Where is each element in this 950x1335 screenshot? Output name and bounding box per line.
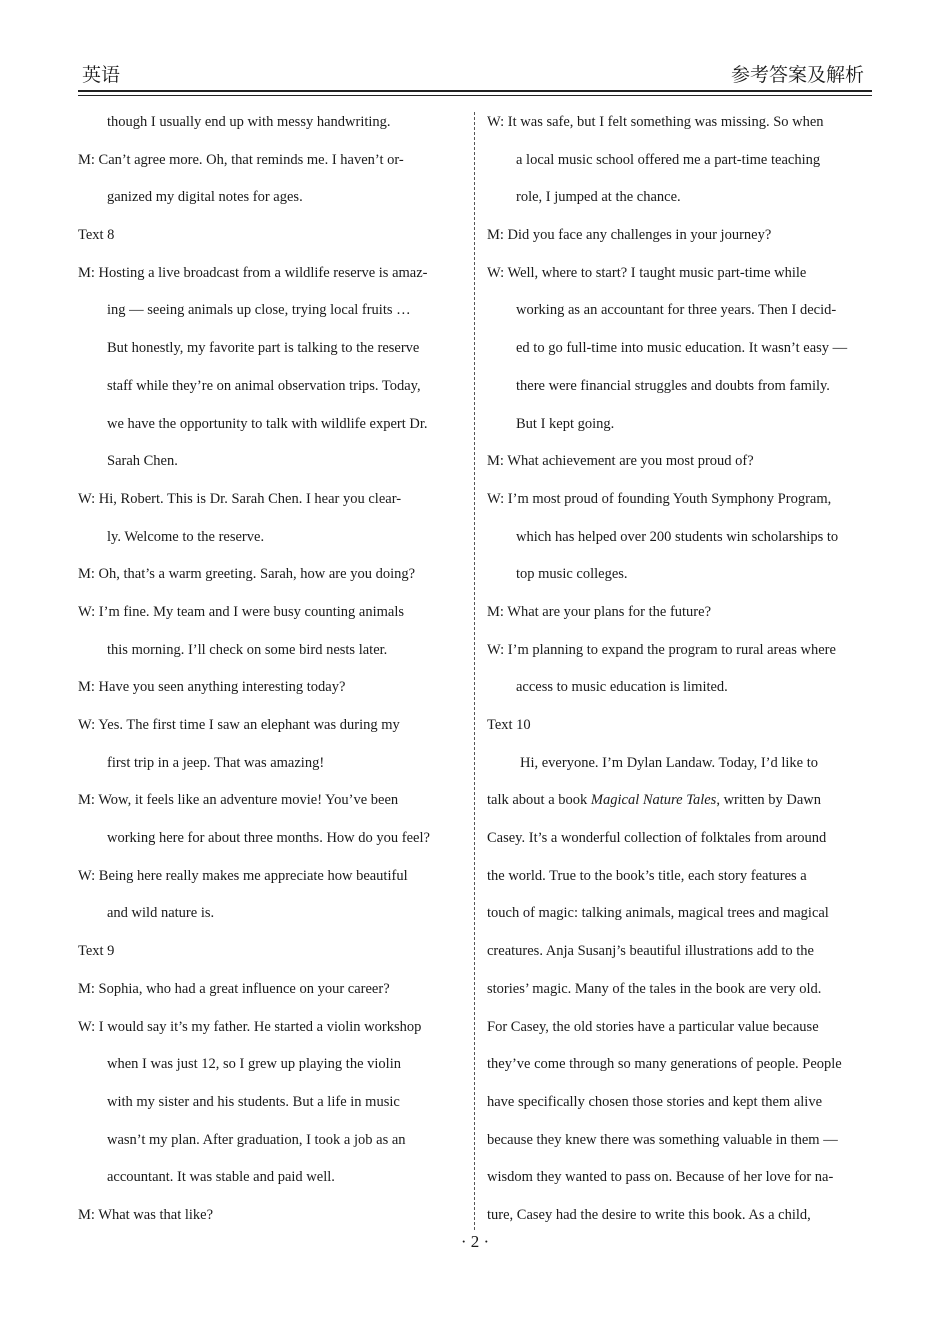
text-line: top music colleges. [516,566,628,583]
text-line: M: Oh, that’s a warm greeting. Sarah, how are you doing? [78,566,416,583]
text-line: M: Did you face any challenges in your journey? [487,227,772,244]
header-rule-thin [78,95,872,96]
subject-label: 英语 [82,64,121,86]
text-line: M: Have you seen anything interesting today? [78,679,346,696]
text-line: because they knew there was something valuable in them — [487,1131,838,1148]
text-line: For Casey, the old stories have a particular value because [487,1018,819,1035]
page-number: · 2 · [460,1232,490,1251]
text-line: creatures. Anja Susanj’s beautiful illustrations add to the [487,943,814,960]
text-line: access to music education is limited. [516,679,728,696]
text-line: though I usually end up with messy handwriting. [107,114,391,130]
book-title: Magical Nature Tales [590,792,717,809]
text-line: they’ve come through so many generations of people. People [487,1056,842,1073]
text-line: staff while they’re on animal observation trips. Today, [107,377,421,394]
text-line: Casey. It’s a wonderful collection of folktales from around [487,830,827,847]
column-divider [474,112,475,1230]
text-line: stories’ magic. Many of the tales in the book are very old. [487,980,822,997]
section-heading: Text 10 [487,717,531,733]
text-line [487,782,873,820]
text-line: W: It was safe, but I felt something was missing. So when [487,114,824,130]
text-line: M: What was that like? [78,1206,214,1223]
text-line: Hi, everyone. I’m Dylan Landaw. Today, I’d like to [520,754,819,771]
text-line: W: Yes. The first time I saw an elephant was during my [78,717,400,733]
text-line: wasn’t my plan. After graduation, I took a job as an [107,1131,406,1148]
text-span: talk about a book [487,792,591,809]
text-line: touch of magic: talking animals, magical trees and magical [487,905,829,922]
text-line: M: What are your plans for the future? [487,603,711,620]
text-line: M: Can’t agree more. Oh, that reminds me. I haven’t or- [78,151,404,168]
text-line: W: I would say it’s my father. He started a violin workshop [78,1018,422,1035]
text-line: ly. Welcome to the reserve. [107,528,265,545]
text-line: ture, Casey had the desire to write this book. As a child, [487,1206,811,1223]
text-line: W: Being here really makes me appreciate how beautiful [78,867,408,884]
text-line: which has helped over 200 students win scholarships to [516,528,839,545]
text-line: But honestly, my favorite part is talking to the reserve [107,340,420,357]
text-line: W: I’m fine. My team and I were busy counting animals [78,603,405,620]
text-line: there were financial struggles and doubts from family. [516,377,830,394]
text-line: ing — seeing animals up close, trying local fruits … [107,302,411,319]
text-line: M: Wow, it feels like an adventure movie! You’ve been [78,792,399,809]
text-line: accountant. It was stable and paid well. [107,1169,335,1186]
text-line: with my sister and his students. But a life in music [107,1093,400,1110]
text-line: W: I’m planning to expand the program to rural areas where [487,641,836,658]
text-line: and wild nature is. [107,905,215,922]
text-line: M: Sophia, who had a great influence on your career? [78,980,390,997]
text-line: a local music school offered me a part-time teaching [516,151,821,168]
text-line: the world. True to the book’s title, each story features a [487,867,807,884]
text-span: , written by Dawn [716,792,822,809]
section-heading: Text 8 [78,227,115,244]
section-title: 参考答案及解析 [730,64,864,86]
header-rule-thick [78,90,872,92]
text-line: working as an accountant for three years. Then I decid- [516,302,837,319]
text-line: working here for about three months. How do you feel? [107,830,430,847]
text-line: wisdom they wanted to pass on. Because of her love for na- [487,1169,834,1186]
section-heading: Text 9 [78,943,115,960]
text-line: Sarah Chen. [107,453,178,470]
right-column [487,104,873,1235]
text-line: ganized my digital notes for ages. [107,189,303,206]
text-line: M: Hosting a live broadcast from a wildlife reserve is amaz- [78,264,428,281]
text-line: this morning. I’ll check on some bird nests later. [107,641,388,658]
text-line: M: What achievement are you most proud of? [487,453,754,470]
text-line: W: Hi, Robert. This is Dr. Sarah Chen. I hear you clear- [78,490,402,507]
text-line: have specifically chosen those stories and kept them alive [487,1093,823,1110]
text-line: ed to go full-time into music education. It wasn’t easy — [516,340,848,357]
text-line: W: I’m most proud of founding Youth Symphony Program, [487,490,832,507]
text-line: But I kept going. [516,415,615,432]
text-line: we have the opportunity to talk with wildlife expert Dr. [107,415,428,432]
left-column [78,104,463,1235]
text-line: when I was just 12, so I grew up playing the violin [107,1056,401,1073]
page-header [78,58,872,88]
text-line: role, I jumped at the chance. [516,189,681,206]
text-line: first trip in a jeep. That was amazing! [107,754,325,771]
text-line: W: Well, where to start? I taught music part-time while [487,264,807,281]
